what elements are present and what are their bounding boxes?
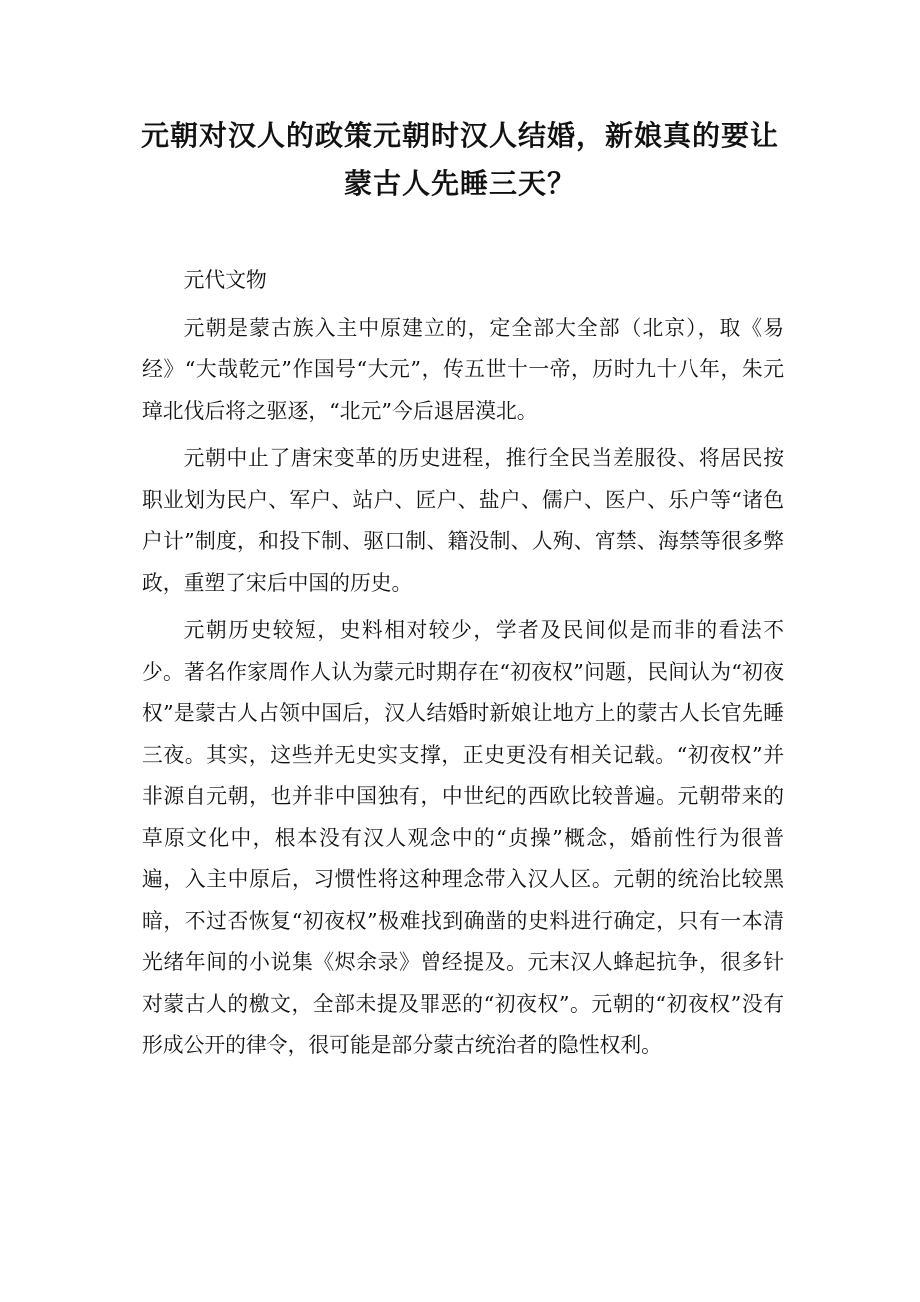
paragraph-caption: 元代文物: [183, 268, 267, 292]
paragraph-policies: 元朝中止了唐宋变革的历史进程，推行全民当差服役、将居民按职业划为民户、军户、站户、匠户、盐户、儒户、医户、乐户等“诸色户计”制度，和投下制、驱口制、籍没制、人殉、宵禁、海禁等很多弊政，重塑了宋后中国的历史。: [142, 446, 784, 595]
document-body: [142, 260, 784, 1067]
paragraph-founding: 元朝是蒙古族入主中原建立的，定全部大全部（北京），取《易经》“大哉乾元”作国号“大元”，传五世十一帝，历时九十八年，朱元璋北伐后将之驱逐，“北元”今后退居漠北。: [142, 315, 784, 423]
paragraph-first-night-right: 元朝历史较短，史料相对较少，学者及民间似是而非的看法不少。著名作家周作人认为蒙元时期存在“初夜权”问题，民间认为“初夜权”是蒙古人占领中国后，汉人结婚时新娘让地方上的蒙古人长官先睡三夜。其实，这些并无史实支撑，正史更没有相关记载。“初夜权”并非源自元朝，也并非中国独有，中世纪的西欧比较普遍。元朝带来的草原文化中，根本没有汉人观念中的“贞操”概念，婚前性行为很普遍，入主中原后，习惯性将这种理念带入汉人区。元朝的统治比较黑暗，不过否恢复“初夜权”极难找到确凿的史料进行确定，只有一本清光绪年间的小说集《烬余录》曾经提及。元末汉人蜂起抗争，很多针对蒙古人的檄文，全部未提及罪恶的“初夜权”。元朝的“初夜权”没有形成公开的律令，很可能是部分蒙古统治者的隐性权利。: [142, 618, 784, 1057]
document-title: 元朝对汉人的政策元朝时汉人结婚，新娘真的要让蒙古人先睡三天？: [140, 119, 779, 200]
